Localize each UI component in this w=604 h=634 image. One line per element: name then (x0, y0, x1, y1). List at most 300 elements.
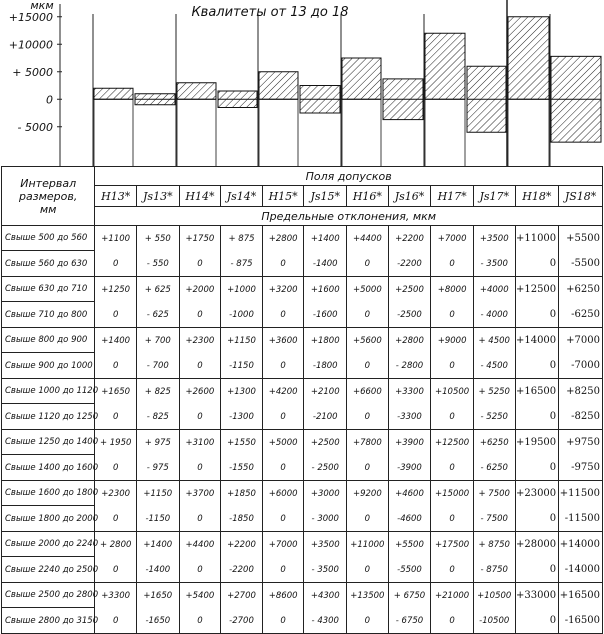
deviation-cell (304, 583, 347, 634)
column-header: Js16* (388, 186, 431, 207)
deviation-cell (473, 379, 515, 430)
upper-deviation: +15000 (435, 488, 470, 499)
interval-lower: Свыше 560 до 630 (5, 258, 88, 269)
lower-deviation: 0 (449, 564, 455, 575)
deviation-cell (179, 583, 221, 634)
upper-deviation: +5000 (352, 284, 382, 295)
deviation-cell (347, 481, 389, 532)
deviation-cell (431, 430, 474, 481)
table-row (2, 277, 603, 328)
tolerance-bar-h18 (508, 17, 549, 100)
upper-deviation: +2300 (101, 488, 131, 499)
deviation-cell (262, 532, 304, 583)
upper-deviation: +3600 (268, 335, 298, 346)
interval-cell (2, 583, 99, 634)
upper-deviation: +2800 (268, 233, 298, 244)
upper-deviation: +4000 (479, 284, 509, 295)
interval-header-line2: размеров, (19, 189, 78, 203)
lower-deviation: 0 (364, 513, 371, 524)
upper-deviation: +4200 (268, 386, 298, 397)
deviation-cell (179, 532, 221, 583)
interval-upper: Свыше 2000 до 2240 (2, 532, 94, 557)
deviation-cell (136, 226, 179, 277)
interval-lower: Свыше 900 до 1000 (5, 360, 93, 371)
y-tick-label: +15000 (8, 10, 53, 24)
lower-deviation: -5500 (397, 564, 422, 575)
upper-deviation: +1400 (101, 335, 131, 346)
deviation-cell (262, 277, 304, 328)
deviation-cell (388, 277, 431, 328)
interval-upper: Свыше 1250 до 1400 (2, 430, 94, 455)
interval-upper: Свыше 2500 до 2800 (2, 583, 94, 608)
lower-deviation: -3900 (397, 462, 422, 473)
deviation-cell (179, 430, 221, 481)
upper-deviation: + 4500 (478, 335, 510, 346)
upper-deviation: + 2800 (99, 539, 132, 550)
lower-deviation: 0 (449, 309, 455, 320)
upper-deviation: +7800 (352, 437, 382, 448)
deviation-cell (515, 583, 559, 634)
lower-deviation: -1400 (145, 564, 171, 575)
lower-deviation: - 3000 (311, 513, 339, 524)
deviation-cell (473, 328, 515, 379)
lower-deviation: -1150 (145, 513, 171, 524)
upper-deviation: +8600 (268, 590, 298, 601)
y-tick-label: + 5000 (12, 65, 53, 79)
upper-deviation: +2200 (395, 233, 424, 244)
lower-deviation: 0 (112, 513, 119, 524)
deviation-cell (179, 277, 221, 328)
lower-deviation: 0 (364, 309, 371, 320)
lower-deviation: 0 (549, 615, 557, 626)
upper-deviation: +9750 (566, 437, 600, 448)
column-header: H17* (431, 186, 474, 207)
lower-deviation: 0 (197, 615, 203, 626)
deviation-cell (136, 277, 179, 328)
column-header: Js14* (221, 186, 263, 207)
upper-deviation: +4400 (352, 233, 382, 244)
deviation-cell (515, 481, 559, 532)
lower-deviation: -1000 (229, 309, 254, 320)
deviations-header: Предельные отклонения, мкм (95, 207, 603, 226)
deviation-cell (179, 481, 221, 532)
upper-deviation: +1250 (101, 284, 131, 295)
deviation-cell (473, 277, 515, 328)
upper-deviation: +1550 (227, 437, 256, 448)
interval-upper: Свыше 1600 до 1800 (2, 481, 94, 506)
upper-deviation: +7000 (566, 335, 600, 346)
upper-deviation: +1150 (227, 335, 256, 346)
deviation-cell (473, 532, 515, 583)
lower-deviation: - 2800 (395, 360, 424, 371)
deviation-cell (559, 226, 603, 277)
upper-deviation: +3000 (310, 488, 340, 499)
upper-deviation: +1400 (310, 233, 340, 244)
lower-deviation: 0 (197, 411, 203, 422)
deviation-cell (515, 226, 559, 277)
deviation-cell (347, 226, 389, 277)
upper-deviation: + 1950 (99, 437, 132, 448)
deviation-cell (136, 583, 179, 634)
upper-deviation: +28000 (515, 539, 557, 550)
deviation-cell (95, 328, 137, 379)
upper-deviation: +5500 (395, 539, 424, 550)
table-row (2, 481, 603, 532)
deviation-cell (136, 379, 179, 430)
deviation-cell (95, 583, 137, 634)
upper-deviation: + 875 (228, 233, 255, 244)
upper-deviation: +3100 (185, 437, 215, 448)
lower-deviation: 0 (197, 564, 203, 575)
upper-deviation: + 825 (144, 386, 171, 397)
upper-deviation: + 550 (144, 233, 171, 244)
interval-cell (2, 532, 99, 583)
lower-deviation: 0 (449, 615, 455, 626)
column-header: Js15* (304, 186, 347, 207)
lower-deviation: 0 (197, 513, 203, 524)
interval-lower: Свыше 1800 до 2000 (5, 513, 99, 524)
deviation-cell (473, 226, 515, 277)
lower-deviation: -1650 (145, 615, 171, 626)
deviation-cell (559, 583, 603, 634)
upper-deviation: +9000 (437, 335, 467, 346)
upper-deviation: +14000 (559, 539, 600, 550)
lower-deviation: 0 (280, 615, 286, 626)
deviation-cell (136, 328, 179, 379)
deviation-cell (473, 583, 515, 634)
upper-deviation: + 700 (144, 335, 171, 346)
lower-deviation: 0 (364, 462, 371, 473)
upper-deviation: +8000 (437, 284, 467, 295)
deviation-cell (559, 379, 603, 430)
lower-deviation: -5500 (571, 258, 600, 269)
column-header: Js17* (473, 186, 515, 207)
tolerance-bar-h14 (177, 83, 216, 100)
lower-deviation: 0 (449, 360, 455, 371)
tolerance-bar-h16 (342, 58, 381, 99)
lower-deviation: 0 (112, 360, 119, 371)
lower-deviation: 0 (280, 564, 286, 575)
upper-deviation: +13500 (350, 590, 385, 601)
upper-deviation: + 975 (144, 437, 171, 448)
lower-deviation: 0 (549, 360, 557, 371)
lower-deviation: -9750 (571, 462, 600, 473)
upper-deviation: +10500 (435, 386, 470, 397)
lower-deviation: -2500 (397, 309, 422, 320)
upper-deviation: +4400 (185, 539, 215, 550)
lower-deviation: 0 (280, 462, 286, 473)
lower-deviation: -6250 (571, 309, 600, 320)
upper-deviation: +6250 (479, 437, 509, 448)
deviation-cell (262, 430, 304, 481)
deviation-cell (347, 430, 389, 481)
lower-deviation: 0 (364, 615, 371, 626)
lower-deviation: 0 (549, 564, 557, 575)
upper-deviation: +10500 (477, 590, 512, 601)
lower-deviation: - 825 (146, 411, 169, 422)
upper-deviation: +6250 (566, 284, 600, 295)
upper-deviation: +11500 (559, 488, 600, 499)
lower-deviation: 0 (449, 258, 455, 269)
deviation-cell (515, 430, 559, 481)
upper-deviation: +3300 (395, 386, 424, 397)
tolerance-fields-chart (0, 0, 604, 168)
interval-cell (2, 430, 99, 481)
lower-deviation: 0 (112, 411, 119, 422)
lower-deviation: 0 (364, 411, 371, 422)
interval-upper: Свыше 1000 до 1120 (2, 379, 94, 404)
lower-deviation: 0 (364, 258, 371, 269)
deviation-cell (262, 379, 304, 430)
deviation-cell (559, 532, 603, 583)
lower-deviation: 0 (197, 462, 203, 473)
interval-header-line3: мм (39, 202, 57, 216)
lower-deviation: - 625 (146, 309, 169, 320)
lower-deviation: 0 (280, 309, 286, 320)
upper-deviation: +2300 (185, 335, 215, 346)
upper-deviation: +5500 (566, 233, 600, 244)
deviation-cell (431, 481, 474, 532)
deviation-cell (262, 328, 304, 379)
upper-deviation: +3300 (101, 590, 131, 601)
interval-cell (2, 328, 95, 379)
upper-deviation: +3500 (310, 539, 340, 550)
upper-deviation: +4300 (310, 590, 340, 601)
interval-lower: Свыше 1120 до 1250 (5, 411, 99, 422)
column-header: Js13* (136, 186, 179, 207)
upper-deviation: +3200 (268, 284, 298, 295)
interval-cell (2, 277, 95, 328)
lower-deviation: -2200 (397, 258, 422, 269)
deviation-cell (515, 328, 559, 379)
deviation-cell (221, 481, 263, 532)
table-row (2, 226, 603, 277)
upper-deviation: +5600 (352, 335, 382, 346)
lower-deviation: -7000 (571, 360, 600, 371)
table-row (2, 328, 603, 379)
column-header: H13* (95, 186, 137, 207)
lower-deviation: 0 (549, 462, 557, 473)
table-row (2, 379, 603, 430)
deviation-cell (388, 532, 431, 583)
deviation-cell (515, 379, 559, 430)
deviation-cell (515, 277, 559, 328)
upper-deviation: +33000 (515, 590, 557, 601)
deviation-cell (136, 481, 179, 532)
lower-deviation: -2700 (229, 615, 254, 626)
upper-deviation: +1650 (143, 590, 173, 601)
lower-deviation: -1300 (229, 411, 254, 422)
y-tick-label: - 5000 (17, 120, 53, 134)
lower-deviation: -1400 (312, 258, 338, 269)
lower-deviation: -11500 (564, 513, 600, 524)
upper-deviation: +2800 (395, 335, 424, 346)
upper-deviation: + 8750 (478, 539, 510, 550)
upper-deviation: +2600 (185, 386, 215, 397)
upper-deviation: +17500 (435, 539, 470, 550)
lower-deviation: 0 (280, 411, 286, 422)
lower-deviation: -2200 (229, 564, 254, 575)
upper-deviation: +2200 (227, 539, 256, 550)
upper-deviation: + 7500 (478, 488, 510, 499)
lower-deviation: -16500 (564, 615, 600, 626)
lower-deviation: -1850 (229, 513, 254, 524)
upper-deviation: +11000 (350, 539, 385, 550)
deviation-cell (304, 430, 347, 481)
lower-deviation: -8250 (571, 411, 600, 422)
deviation-cell (262, 226, 304, 277)
lower-deviation: - 550 (146, 258, 169, 269)
deviation-cell (431, 583, 474, 634)
lower-deviation: 0 (197, 309, 203, 320)
lower-deviation: 0 (364, 564, 371, 575)
upper-deviation: +1600 (310, 284, 340, 295)
upper-deviation: +4600 (395, 488, 424, 499)
lower-deviation: -14000 (564, 564, 600, 575)
lower-deviation: 0 (197, 360, 203, 371)
interval-upper: Свыше 630 до 710 (2, 277, 94, 302)
tolerance-fields-header: Поля допусков (95, 167, 603, 186)
column-header: H18* (515, 186, 559, 207)
deviation-cell (304, 379, 347, 430)
upper-deviation: +8250 (566, 386, 600, 397)
upper-deviation: +2500 (395, 284, 424, 295)
interval-cell (2, 226, 95, 277)
deviation-cell (136, 532, 179, 583)
lower-deviation: -1150 (229, 360, 254, 371)
deviation-cell (473, 430, 515, 481)
lower-deviation: 0 (449, 462, 455, 473)
deviation-cell (304, 532, 347, 583)
upper-deviation: +1750 (185, 233, 215, 244)
deviation-cell (347, 379, 389, 430)
lower-deviation: - 8750 (480, 564, 508, 575)
deviation-cell (388, 481, 431, 532)
column-header: H16* (347, 186, 389, 207)
lower-deviation: - 6750 (395, 615, 424, 626)
deviation-cell (304, 481, 347, 532)
lower-deviation: 0 (280, 360, 286, 371)
interval-upper: Свыше 800 до 900 (2, 328, 94, 353)
upper-deviation: +6600 (352, 386, 382, 397)
upper-deviation: +2000 (185, 284, 215, 295)
deviation-cell (262, 481, 304, 532)
lower-deviation: 0 (449, 411, 455, 422)
upper-deviation: +16500 (515, 386, 557, 397)
interval-lower: Свыше 2240 до 2500 (5, 564, 99, 575)
lower-deviation: 0 (112, 258, 119, 269)
deviation-cell (221, 226, 263, 277)
lower-deviation: - 7500 (480, 513, 508, 524)
lower-deviation: 0 (549, 411, 557, 422)
table-row (2, 532, 603, 583)
upper-deviation: +2500 (310, 437, 340, 448)
lower-deviation: -1600 (312, 309, 338, 320)
upper-deviation: +21000 (435, 590, 470, 601)
y-axis-ticks (9, 4, 62, 166)
deviation-cell (95, 532, 137, 583)
upper-deviation: +11000 (515, 233, 557, 244)
upper-deviation: +7000 (268, 539, 298, 550)
column-header: JS18* (559, 186, 603, 207)
deviation-cell (95, 226, 137, 277)
deviation-cell (221, 277, 263, 328)
lower-deviation: - 700 (146, 360, 169, 371)
lower-deviation: 0 (112, 564, 119, 575)
deviation-cell (431, 532, 474, 583)
lower-deviation: 0 (197, 258, 203, 269)
lower-deviation: 0 (549, 309, 557, 320)
deviation-cell (431, 277, 474, 328)
upper-deviation: +23000 (515, 488, 557, 499)
deviation-cell (559, 277, 603, 328)
lower-deviation: - 975 (146, 462, 169, 473)
lower-deviation: 0 (549, 258, 557, 269)
column-header: H15* (262, 186, 304, 207)
deviation-cell (179, 379, 221, 430)
lower-deviation: 0 (449, 513, 455, 524)
upper-deviation: +3500 (479, 233, 509, 244)
interval-cell (2, 379, 99, 430)
lower-deviation: -4600 (397, 513, 422, 524)
interval-cell (2, 481, 99, 532)
deviation-cell (304, 226, 347, 277)
deviation-cell (221, 379, 263, 430)
deviation-cell (179, 328, 221, 379)
interval-lower: Свыше 710 до 800 (5, 309, 88, 320)
upper-deviation: +5000 (268, 437, 298, 448)
upper-deviation: +16500 (559, 590, 600, 601)
deviation-cell (304, 328, 347, 379)
upper-deviation: +2700 (227, 590, 256, 601)
deviation-cell (95, 379, 137, 430)
lower-deviation: - 6250 (480, 462, 508, 473)
deviation-cell (515, 532, 559, 583)
deviation-cell (304, 277, 347, 328)
lower-deviation: 0 (364, 360, 371, 371)
upper-deviation: +1300 (227, 386, 256, 397)
lower-deviation: - 4000 (480, 309, 508, 320)
deviation-cell (347, 277, 389, 328)
lower-deviation: 0 (280, 513, 286, 524)
upper-deviation: +12500 (435, 437, 470, 448)
lower-deviation: - 3500 (480, 258, 508, 269)
lower-deviation: -10500 (479, 615, 510, 626)
deviation-cell (221, 532, 263, 583)
lower-deviation: - 4300 (311, 615, 339, 626)
deviation-cell (95, 481, 137, 532)
deviation-cell (262, 583, 304, 634)
lower-deviation: -1550 (229, 462, 254, 473)
tolerance-bars (94, 17, 601, 166)
upper-deviation: +5400 (185, 590, 215, 601)
chart-title: Квалитеты от 13 до 18 (191, 5, 349, 20)
deviation-cell (388, 226, 431, 277)
y-axis-unit: мкм (30, 0, 54, 12)
upper-deviation: +1150 (143, 488, 173, 499)
table-row (2, 430, 603, 481)
lower-deviation: - 875 (230, 258, 253, 269)
upper-deviation: +2100 (310, 386, 340, 397)
lower-deviation: -1800 (312, 360, 338, 371)
upper-deviation: +7000 (437, 233, 467, 244)
table-row (2, 583, 603, 634)
y-tick-label: +10000 (8, 38, 53, 52)
upper-deviation: + 625 (144, 284, 171, 295)
deviation-cell (431, 379, 474, 430)
upper-deviation: +3900 (395, 437, 424, 448)
deviation-cell (388, 379, 431, 430)
